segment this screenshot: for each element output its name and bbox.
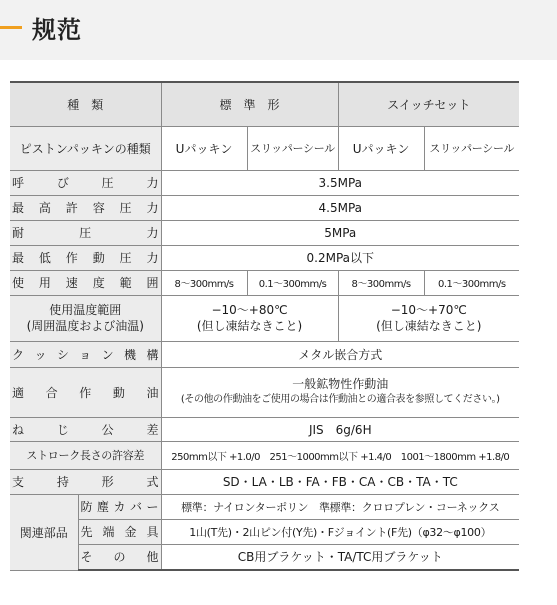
temperature-switch-note: (但し凍結なきこと) — [376, 319, 482, 333]
related-row — [10, 519, 519, 544]
spec-table — [10, 81, 519, 571]
section-title: 规范 — [32, 16, 82, 44]
thread-label: ねじ公差 — [10, 417, 161, 441]
min-pressure-value: 0.2MPa以下 — [161, 245, 519, 270]
spec-row — [10, 195, 519, 220]
stroke-row — [10, 441, 519, 469]
related-item-label: 先端金具 — [78, 519, 161, 544]
thread-row — [10, 417, 519, 441]
oil-value-main: 一般鉱物性作動油 — [292, 377, 389, 391]
packing-label: ピストンパッキンの種類 — [10, 126, 161, 170]
speed-row — [10, 270, 519, 295]
nominal-pressure-label: 呼び圧力 — [10, 170, 161, 195]
cushion-value: メタル嵌合方式 — [161, 341, 519, 367]
header-kind: 種 類 — [10, 82, 161, 126]
spec-row — [10, 245, 519, 270]
speed-value: 0.1～300mm/s — [247, 270, 338, 295]
header-row — [10, 82, 519, 126]
oil-value-note: (その他の作動油をご使用の場合は作動油との適合表を参照してください。) — [180, 394, 500, 405]
spec-row — [10, 170, 519, 195]
temperature-standard-note: (但し凍結なきこと) — [196, 319, 303, 333]
oil-value — [161, 367, 519, 417]
temperature-row — [10, 295, 519, 341]
speed-label: 使用速度範囲 — [10, 270, 161, 295]
related-row — [10, 494, 519, 519]
related-label: 関連部品 — [10, 494, 78, 570]
temperature-standard-range: −10～+80℃ — [211, 303, 288, 317]
oil-label: 適合作動油 — [10, 367, 161, 417]
cushion-label: クッション機構 — [10, 341, 161, 367]
temperature-switch-range: −10～+70℃ — [390, 303, 467, 317]
related-item-label: その他 — [78, 544, 161, 570]
support-value: SD・LA・LB・FA・FB・CA・CB・TA・TC — [161, 469, 519, 494]
stroke-label: ストローク長さの許容差 — [10, 441, 161, 469]
temperature-switch — [338, 295, 519, 341]
min-pressure-label: 最低作動圧力 — [10, 245, 161, 270]
proof-pressure-value: 5MPa — [161, 220, 519, 245]
temperature-label-line1: 使用温度範囲 — [49, 303, 122, 317]
packing-value: Uパッキン — [338, 126, 424, 170]
max-pressure-label: 最高許容圧力 — [10, 195, 161, 220]
stroke-value: 250mm以下 +1.0/0 251～1000mm以下 +1.4/0 1001～1800mm +1.8/0 — [161, 441, 519, 469]
speed-value: 8～300mm/s — [338, 270, 424, 295]
packing-value: スリッパーシール — [424, 126, 519, 170]
packing-row — [10, 126, 519, 170]
header-standard: 標 準 形 — [161, 82, 338, 126]
temperature-label — [10, 295, 161, 341]
spec-row — [10, 220, 519, 245]
cushion-row — [10, 341, 519, 367]
packing-value: Uパッキン — [161, 126, 247, 170]
related-item-value: 標準：ナイロンターポリン 準標準：クロロプレン・コーネックス — [161, 494, 519, 519]
related-item-value: CB用ブラケット・TA/TC用ブラケット — [161, 544, 519, 570]
related-item-value: 1山(T先)・2山ピン付(Y先)・Fジョイント(F先)（φ32～φ100） — [161, 519, 519, 544]
temperature-label-line2: (周囲温度および油温) — [26, 319, 144, 333]
thread-value: JIS 6g/6H — [161, 417, 519, 441]
section-header — [0, 0, 557, 60]
temperature-standard — [161, 295, 338, 341]
support-row — [10, 469, 519, 494]
speed-value: 8～300mm/s — [161, 270, 247, 295]
related-row — [10, 544, 519, 570]
speed-value: 0.1～300mm/s — [424, 270, 519, 295]
nominal-pressure-value: 3.5MPa — [161, 170, 519, 195]
support-label: 支持形式 — [10, 469, 161, 494]
packing-value: スリッパーシール — [247, 126, 338, 170]
oil-row — [10, 367, 519, 417]
header-switch: スイッチセット — [338, 82, 519, 126]
max-pressure-value: 4.5MPa — [161, 195, 519, 220]
proof-pressure-label: 耐圧力 — [10, 220, 161, 245]
related-item-label: 防塵カバー — [78, 494, 161, 519]
section-accent-bar — [0, 26, 22, 29]
